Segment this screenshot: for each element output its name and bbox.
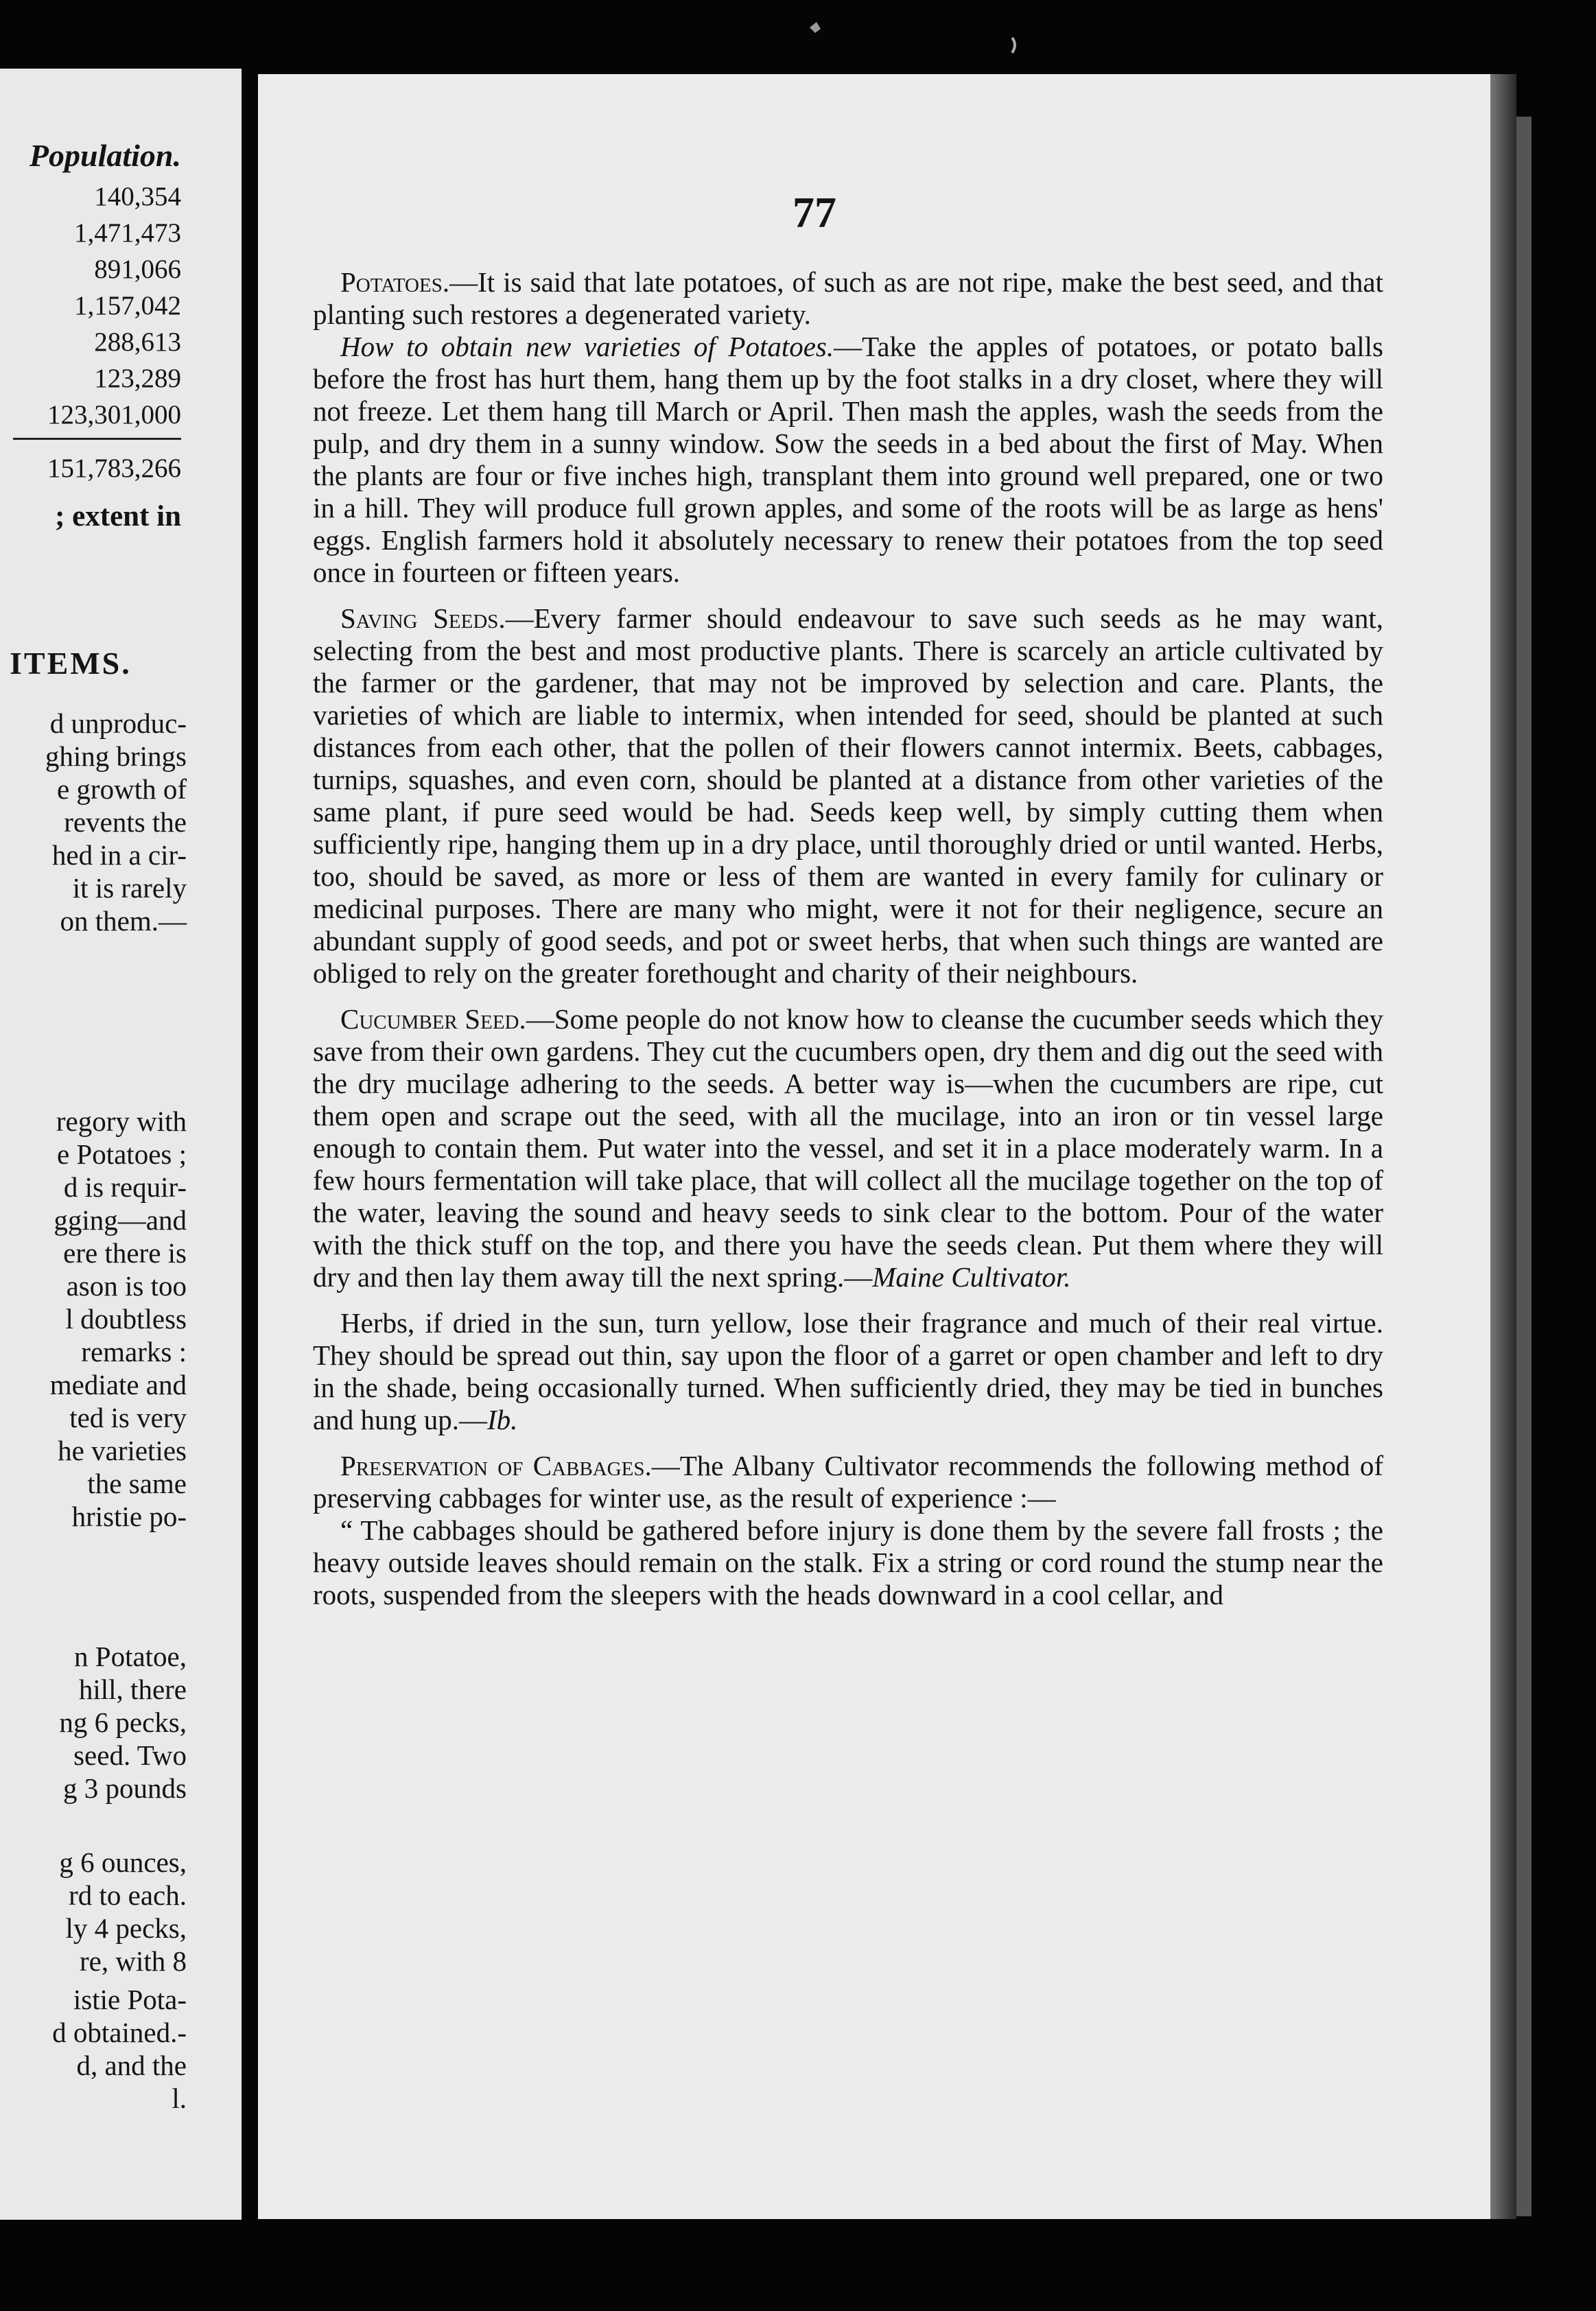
fragment-line: he varieties [58,1435,187,1466]
new-varieties-text: —Take the apples of potatoes, or potato balls before the frost has hurt them, hang them up by the foot stalks in a dry closet, where they will not freeze. Let them hang till March or April. Then mash the apples, wash the seeds from the pulp, and dry them in a sunny window. Sow the seeds in a bed about the first of May. When the plants are four or five inches high, transplant them into ground well prepared, one or two in a hill. They will produce full grown apples, and some of the roots will be as large as hens' eggs. English farmers hold it absolutely necessary to renew their potatoes from the top seed once in fourteen or fifteen years. [313,331,1384,588]
body-text [313,266,1383,1625]
population-value: 1,471,473 [74,218,181,248]
fragment-block-1 [45,707,187,937]
fragment-line: ere there is [63,1237,187,1269]
fragment-line: g 3 pounds [63,1772,187,1804]
herbs-text: Herbs, if dried in the sun, turn yellow, lose their fragrance and much of their real virtue. They should be spread out thin, say upon the floor of a garret or open chamber and left to dry in the shade, being occasionally turned. When sufficiently dried, they may be tied in bunches and hung up.— [313,1307,1383,1435]
fragment-line: remarks : [81,1336,187,1368]
potatoes-text: —It is said that late potatoes, of such as are not ripe, make the best seed, and that planting such restores a degenerated variety. [313,266,1383,330]
fragment-block-3 [59,1640,187,1805]
fragment-line: ng 6 pecks, [59,1706,187,1738]
total-rule [13,438,181,440]
cucumber-seed-paragraph [313,1003,1383,1293]
fragment-line: hristie po- [71,1501,187,1532]
population-value: 891,066 [94,255,181,284]
page-edge [1490,74,1516,2219]
fragment-line: hed in a cir- [51,839,187,871]
fragment-line: g 6 ounces, [59,1846,187,1878]
fragment-line: on them.— [60,905,187,937]
fragment-line: n Potatoe, [74,1641,187,1672]
fragment-line: seed. Two [73,1739,187,1771]
fragment-line: revents the [64,806,187,838]
cabbages-quote-text: “ The cabbages should be gathered before injury is done them by the severe fall frosts ; the heavy outside leaves should remain on the stalk. Fix a string or cord round the stump near the roots, suspended from the sleepers with the heads downward in a cool cellar, and [313,1514,1383,1610]
left-page [0,69,242,2220]
cabbages-heading: Preservation of Cabbages. [340,1450,652,1481]
fragment-line: ted is very [69,1402,187,1433]
fragment-line: d, and the [76,2050,187,2081]
fragment-line: d obtained.- [52,2017,187,2048]
herbs-paragraph [313,1307,1383,1436]
fragment-line: ghing brings [45,740,187,772]
population-heading: Population. [29,138,181,173]
potatoes-paragraph [313,266,1383,331]
herbs-source: Ib. [486,1404,518,1435]
cabbages-quote [313,1514,1383,1611]
fragment-block-2 [50,1105,187,1533]
cucumber-seed-heading: Cucumber Seed. [340,1003,526,1035]
population-value: 288,613 [94,327,181,357]
items-heading: ITEMS. [10,646,132,681]
fragment-line: re, with 8 [80,1945,187,1977]
cabbages-text: —The Albany Cultivator recommends the following method of preserving cabbages for winter use, as the result of experience :— [313,1450,1383,1514]
fragment-line: ly 4 pecks, [65,1912,187,1944]
new-varieties-paragraph [313,331,1383,589]
cucumber-seed-text: —Some people do not know how to cleanse the cucumber seeds which they save from their own gardens. They cut the cucumbers open, dry them and dig out the seed with the dry mucilage adhering to the seeds. A better way is—when the cucumbers are ripe, cut them open and scrape out the seed, with all the mucilage, into an iron or tin vessel large enough to contain them. Put water into the vessel, and set it in a place moderately warm. In a few hours fermentation will take place, that will collect all the mucilage together on the top of the water, leaving the sound and heavy seeds to sink clear to the bottom. Pour of the water with the thick stuff on the top, and there you have the seeds clean. Put them where they will dry and then lay them away till the next spring.— [313,1003,1384,1293]
fragment-line: istie Pota- [73,1984,187,2015]
fragment-line: d is requir- [63,1171,187,1203]
fragment-line: hill, there [78,1674,187,1705]
saving-seeds-heading: Saving Seeds. [340,602,506,634]
fragment-block-5 [52,1983,187,2115]
fragment-line: e Potatoes ; [56,1138,187,1170]
population-total: 151,783,266 [47,454,181,483]
fragment-line: mediate and [49,1369,187,1400]
saving-seeds-text: —Every farmer should endeavour to save such seeds as he may want, selecting from the best and most productive plants. There is scarcely an article cultivated by the farmer or the gardener, that may not be improved by selection and care. Plants, the varieties of which are liable to intermix, when intended for seed, should be planted at such distances from each other, that the pollen of their flowers cannot intermix. Beets, cabbages, turnips, squashes, and even corn, should be planted at a distance from other varieties of the same plant, if pure seed would be had. Seeds keep well, by simply cutting them when sufficiently ripe, hanging them up in a dry place, until thoroughly dried or until wanted. Herbs, too, should be saved, as more or less of them are wanted in every family for culinary or medicinal purposes. There are many who might, were it not for their negligence, secure an abundant supply of good seeds, and pot or sweet herbs, that when such things are wanted are obliged to rely on the greater forethought and charity of their neighbours. [313,602,1384,989]
main-page [258,74,1490,2219]
cucumber-seed-source: Maine Cultivator. [872,1261,1071,1293]
saving-seeds-paragraph [313,602,1383,989]
potatoes-heading: Potatoes. [340,266,450,298]
new-varieties-heading: How to obtain new varieties of Potatoes. [340,331,834,362]
fragment-line: e growth of [56,773,187,805]
population-value: 123,289 [94,364,181,393]
fragment-line: it is rarely [72,872,187,904]
fragment-block-4 [59,1846,187,1978]
fragment-line: l. [172,2083,187,2114]
page-number: 77 [793,188,836,237]
fragment-line: ason is too [66,1270,187,1302]
fragment-line: regory with [56,1105,187,1137]
extent-fragment: ; extent in [55,500,181,532]
population-value: 1,157,042 [74,291,181,320]
population-value: 140,354 [94,182,181,211]
fragment-line: rd to each. [69,1879,187,1911]
fragment-line: d unproduc- [49,707,187,739]
population-list [47,178,181,433]
population-value: 123,301,000 [47,400,181,430]
cabbages-paragraph [313,1450,1383,1514]
fragment-line: l doubtless [65,1303,187,1335]
fragment-line: gging—and [54,1204,187,1236]
fragment-line: the same [87,1468,187,1499]
